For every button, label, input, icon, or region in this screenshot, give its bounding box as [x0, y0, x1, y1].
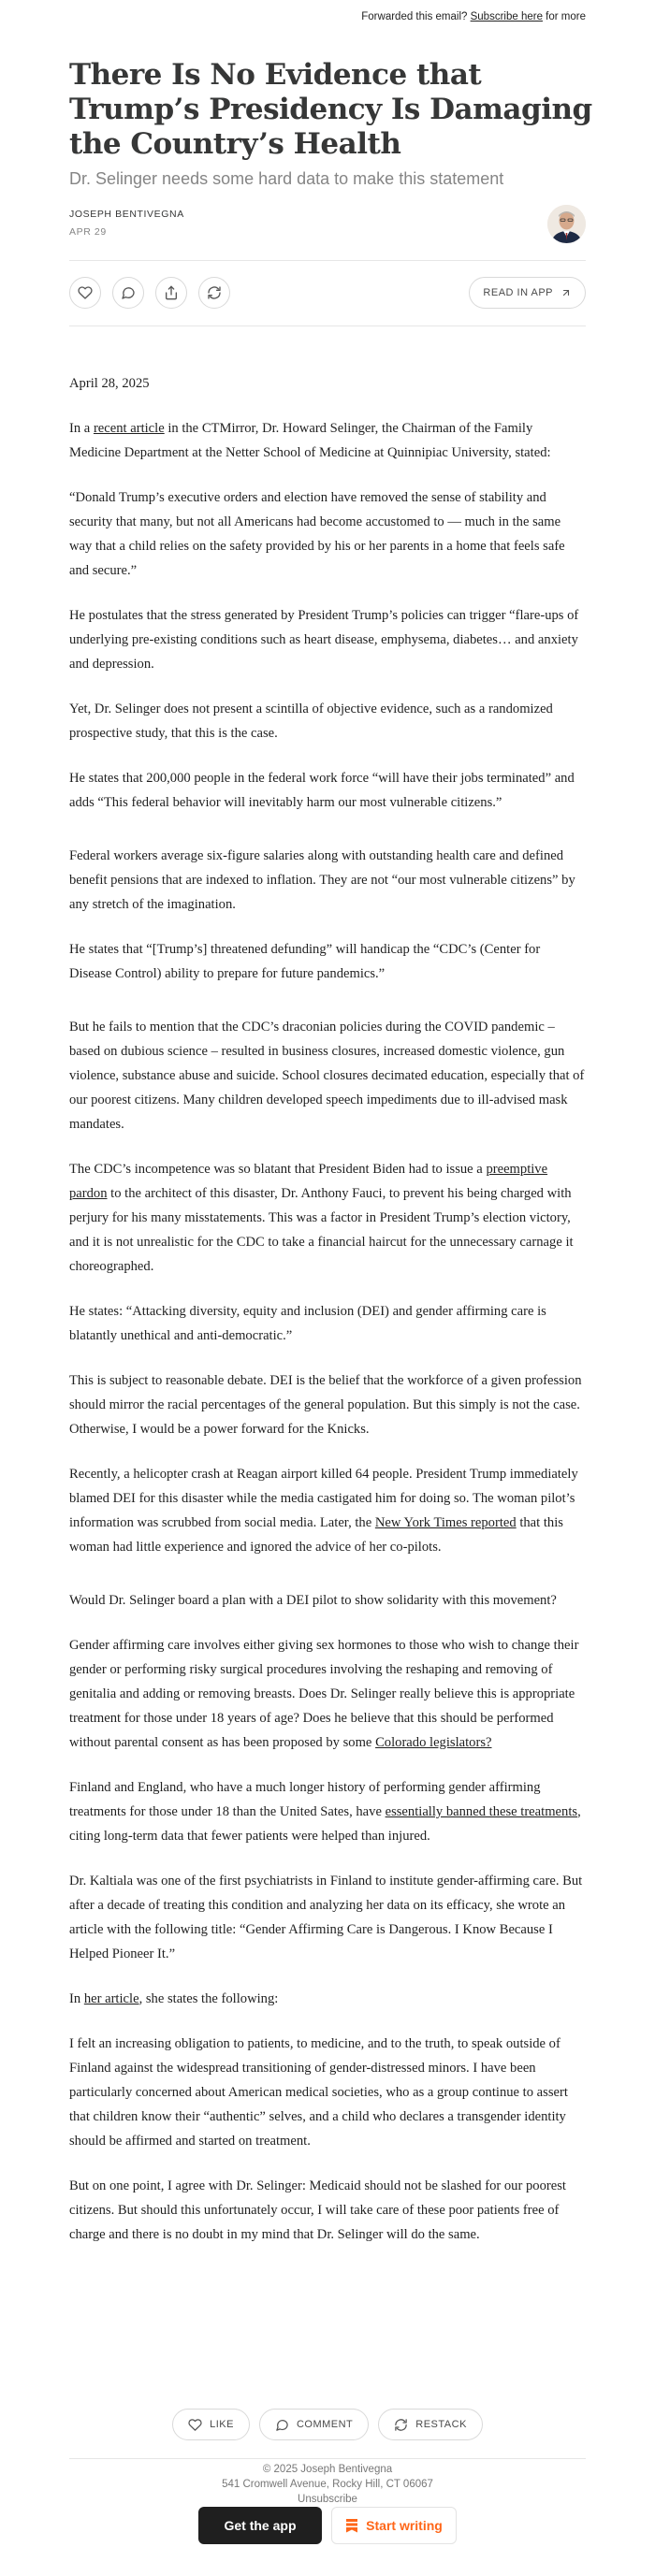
- banned-treatments-link[interactable]: essentially banned these treatments: [385, 1804, 578, 1819]
- paragraph-1-text: In a: [69, 421, 94, 436]
- paragraph-16: Dr. Kaltiala was one of the first psychiatrists in Finland to institute gender-affirming care. But after a decade of treating this condition and analyzing her data on its efficacy, she wrote an article with the following title: “Gender Affirming Care is Dangerous. I Know Because I Helped Pioneer It.”: [69, 1874, 583, 1961]
- comment-icon: [275, 2418, 289, 2432]
- paragraph-12-text: Recently, a helicopter crash at Reagan airport killed 64 people. President Trump immediately blamed DEI for this disaster while the media castigated him for doing so. The woman pilot’s information was scrubbed from social media. Later, the: [69, 1467, 578, 1530]
- restack-button[interactable]: [198, 277, 230, 309]
- share-button[interactable]: [155, 277, 187, 309]
- footer-unsubscribe-row: [0, 2494, 655, 2505]
- paragraph-17-text: In: [69, 1991, 84, 2006]
- paragraph-17-text-end: , she states the following:: [138, 1991, 279, 2006]
- read-in-app-label: READ IN APP: [483, 287, 553, 298]
- author-name[interactable]: JOSEPH BENTIVEGNA: [69, 209, 184, 220]
- footer-like-button[interactable]: [172, 2409, 250, 2440]
- her-article-link[interactable]: her article: [83, 1991, 139, 2006]
- footer-restack-label: RESTACK: [415, 2419, 467, 2430]
- restack-icon: [207, 285, 222, 300]
- post-subtitle: Dr. Selinger needs some hard data to make this statement: [69, 169, 504, 188]
- footer-comment-button[interactable]: [259, 2409, 369, 2440]
- post-date: APR 29: [69, 226, 107, 238]
- author-avatar[interactable]: [547, 205, 586, 243]
- paragraph-15: [69, 1775, 586, 1848]
- paragraph-6: Federal workers average six-figure salaries along with outstanding health care and defined benefit pensions that are indexed to inflation. They are not “our most vulnerable citizens” by any stretch of the imagination.: [69, 848, 575, 912]
- footer-address: 541 Cromwell Avenue, Rocky Hill, CT 06067: [222, 2479, 433, 2490]
- header-divider: [69, 260, 586, 261]
- subscribe-link[interactable]: Subscribe here: [470, 11, 543, 22]
- nyt-reported-link[interactable]: New York Times reported: [374, 1515, 517, 1530]
- paragraph-7: He states that “[Trump’s] threatened defunding” will handicap the “CDC’s (Center for Disease Control) ability to prepare for future pandemics.”: [69, 942, 541, 981]
- paragraph-19: But on one point, I agree with Dr. Selinger: Medicaid should not be slashed for our poorest citizens. But should this unfortunately occur, I will take care of these poor patients free of charge and there is no doubt in my mind that Dr. Selinger will do the same.: [69, 2178, 566, 2242]
- paragraph-18-quote: I felt an increasing obligation to patients, to medicine, and to the truth, to speak outside of Finland against the widespread transitioning of gender-distressed minors. I have been particularly concerned about American medical societies, who as a group continue to assert that children know their “authentic” selves, and a child who declares a transgender identity should be affirmed and started on treatment.: [69, 2036, 568, 2149]
- paragraph-15-text-end: , citing long-term data that fewer patients were helped than injured.: [69, 1804, 581, 1844]
- post-title[interactable]: There Is No Evidence that Trump’s Presidency Is Damaging the Country’s Health: [69, 58, 592, 161]
- paragraph-13: Would Dr. Selinger board a plan with a DEI pilot to show solidarity with this movement?: [69, 1593, 557, 1608]
- start-writing-label: Start writing: [366, 2518, 443, 2533]
- paragraph-5: He states that 200,000 people in the federal work force “will have their jobs terminated” and adds “This federal behavior will inevitably harm our most vulnerable citizens.”: [69, 771, 575, 810]
- get-the-app-label: Get the app: [224, 2518, 297, 2533]
- get-the-app-button[interactable]: [198, 2507, 322, 2544]
- paragraph-2: “Donald Trump’s executive orders and election have removed the sense of stability and security that many, but not all Americans had become accustomed to — much in the same way that a child relies on the safety provided by his or her parents in a home that feels safe and secure.”: [69, 490, 565, 578]
- paragraph-14: [69, 1633, 586, 1755]
- paragraph-9: [69, 1157, 586, 1279]
- forwarded-suffix: for more: [546, 11, 586, 22]
- unsubscribe-link[interactable]: Unsubscribe: [298, 2494, 357, 2505]
- article-date: April 28, 2025: [69, 376, 150, 391]
- footer-actions: [69, 2409, 586, 2440]
- paragraph-15-text: Finland and England, who have a much longer history of performing gender affirming treatments for those under 18 than the United Sates, have: [69, 1780, 541, 1819]
- heart-icon: [78, 285, 93, 300]
- heart-icon: [188, 2418, 202, 2432]
- paragraph-17: [69, 1987, 586, 2011]
- paragraph-12-text-end: that this woman had little experience and ignored the advice of her co-pilots.: [69, 1515, 563, 1555]
- footer-divider: [69, 2458, 586, 2459]
- paragraph-1: [69, 416, 586, 465]
- colorado-legislators-link[interactable]: Colorado legislators?: [375, 1735, 492, 1750]
- paragraph-1-text-end: in the CTMirror, Dr. Howard Selinger, the Chairman of the Family Medicine Department at the Netter School of Medicine at Quinnipiac University, stated:: [69, 421, 551, 460]
- footer-comment-label: COMMENT: [296, 2419, 354, 2430]
- start-writing-button[interactable]: [331, 2507, 457, 2544]
- paragraph-9-text-end: to the architect of this disaster, Dr. Anthony Fauci, to prevent his being charged with perjury for his many misstatements. This was a factor in President Trump’s election victory, and it is not unrealistic for the CDC to take a financial haircut for the unnecessary carnage it choreographed.: [69, 1186, 574, 1274]
- post-body: [69, 371, 586, 2267]
- paragraph-14-text: Gender affirming care involves either giving sex hormones to those who wish to change their gender or performing risky surgical procedures involving the reshaping and removing of genitalia and adding or removing breasts. Does Dr. Selinger really believe this is appropriate treatment for those under 18 years of age? Does he believe that this should be performed without parental consent as has been proposed by some: [69, 1638, 579, 1750]
- share-icon: [164, 285, 179, 300]
- restack-icon: [394, 2418, 408, 2432]
- post-actions: [69, 277, 586, 309]
- paragraph-11: This is subject to reasonable debate. DEI is the belief that the workforce of a given profession should mirror the racial percentages of the general population. But this simply is not the case. Otherwise, I would be a power forward for the Knicks.: [69, 1373, 582, 1437]
- like-button[interactable]: [69, 277, 101, 309]
- bookmark-icon: [345, 2518, 358, 2533]
- paragraph-3: He postulates that the stress generated by President Trump’s policies can trigger “flare-ups of underlying pre-existing conditions such as heart disease, emphysema, diabetes… and anxiety and depression.: [69, 608, 579, 672]
- paragraph-10: He states: “Attacking diversity, equity and inclusion (DEI) and gender affirming care is blatantly unethical and anti-democratic.”: [69, 1304, 546, 1343]
- paragraph-4: Yet, Dr. Selinger does not present a scintilla of objective evidence, such as a randomized prospective study, that this is the case.: [69, 702, 553, 741]
- paragraph-12: [69, 1462, 586, 1559]
- paragraph-8: But he fails to mention that the CDC’s draconian policies during the COVID pandemic – based on dubious science – resulted in business closures, increased domestic violence, gun violence, substance abuse and suicide. School closures decimated education, especially that of our poorest citizens. Many children developed speech impediments due to ill-advised mask mandates.: [69, 1020, 585, 1132]
- read-in-app-button[interactable]: [469, 277, 586, 309]
- forwarded-notice: [361, 11, 586, 22]
- recent-article-link[interactable]: recent article: [93, 421, 165, 436]
- footer-copyright: © 2025 Joseph Bentivegna: [262, 2464, 393, 2475]
- paragraph-9-text: The CDC’s incompetence was so blatant that President Biden had to issue a: [69, 1162, 487, 1177]
- comment-icon: [121, 285, 136, 300]
- comment-button[interactable]: [112, 277, 144, 309]
- footer-like-label: LIKE: [210, 2419, 234, 2430]
- forwarded-prefix: Forwarded this email?: [361, 11, 468, 22]
- arrow-up-right-icon: [560, 287, 572, 298]
- preemptive-pardon-link[interactable]: preemptive pardon: [69, 1162, 548, 1201]
- footer-restack-button[interactable]: [378, 2409, 483, 2440]
